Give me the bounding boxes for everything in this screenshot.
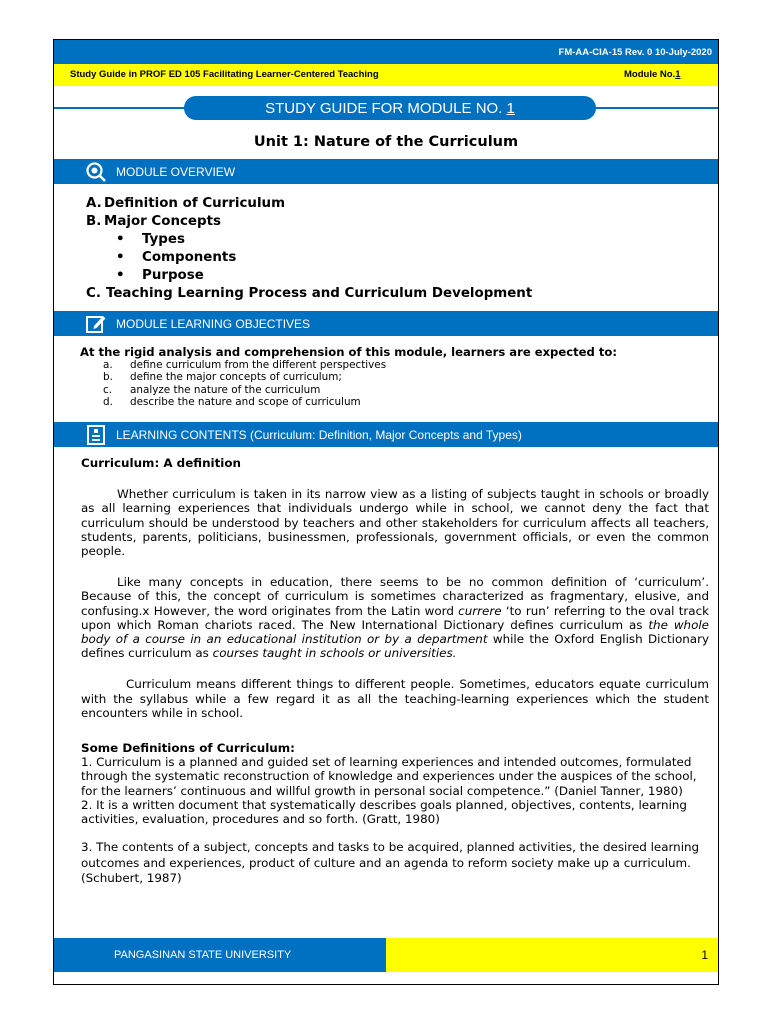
footer-page-bar (386, 938, 718, 972)
paragraph: Like many concepts in education, there seems to be no common definition of ‘curriculum’. Because of this, the concept of curriculum is sometimes characterized as fragmentary, elusive, and confusing.x However, the word originates from the Latin word currere ‘to run’ referring to the oval track upon which Roman chariots raced. The New International Dictionary defines curriculum as the whole body of a course in an educational institution or by a department while the Oxford English Dictionary defines curriculum as courses taught in schools or universities. (81, 575, 709, 661)
document-page (53, 39, 719, 985)
form-code-bar (54, 40, 718, 64)
definition-item: 2. It is a written document that systematically describes goals planned, objectives, contents, learning activities, evaluation, procedures and so forth. (Gratt, 1980) (81, 797, 687, 827)
module-overview-bar (54, 159, 718, 184)
list-item: B. Major Concepts (86, 214, 221, 229)
overview-list (86, 195, 706, 303)
list-item: b. define the major concepts of curriculum; (103, 371, 342, 384)
module-number-label: Module No.1 (624, 69, 681, 80)
paragraph: Whether curriculum is taken in its narrow view as a listing of subjects taught in schools or broadly as all learning experiences that individuals undergo while in school, we cannot deny the fact that curriculum should be understood by teachers and other stakeholders for curriculum affects all teachers, students, parents, politicians, businessmen, professionals, government officials, or even the common people. (81, 487, 709, 559)
study-guide-header (54, 64, 718, 86)
magnifier-icon (78, 159, 114, 184)
definition-item: 1. Curriculum is a planned and guided set of learning experiences and intended outcomes, formulated through the systematic reconstruction of knowledge and experiences under the auspices of the school, for the learners’ continuous and willful growth in personal social competence.” (Daniel Tanner, 1980) (81, 755, 697, 798)
edit-icon (78, 311, 114, 336)
module-title: STUDY GUIDE FOR MODULE NO. 1 (184, 96, 596, 120)
list-item: a. define curriculum from the different perspectives (103, 359, 387, 371)
learning-objectives-heading: MODULE LEARNING OBJECTIVES (116, 316, 311, 331)
list-item: d. describe the nature and scope of curriculum (103, 396, 361, 409)
learning-objectives-bar (54, 311, 718, 336)
course-title: Study Guide in PROF ED 105 Facilitating Learner-Centered Teaching (70, 69, 379, 80)
page-number: 1 (701, 948, 708, 962)
objectives-list (80, 359, 710, 409)
learning-contents-bar (54, 422, 718, 447)
list-item: • Purpose (116, 268, 204, 283)
objectives-intro: At the rigid analysis and comprehension of this module, learners are expected to: (80, 345, 617, 359)
learning-contents-body (81, 456, 709, 887)
definitions-heading: Some Definitions of Curriculum: (81, 741, 295, 756)
list-item: C. Teaching Learning Process and Curriculum Development (86, 286, 533, 301)
list-item: • Components (116, 250, 237, 265)
list-item: • Types (116, 232, 185, 247)
document-icon (78, 422, 114, 447)
section-subheading: Curriculum: A definition (81, 456, 242, 470)
definition-item: 3. The contents of a subject, concepts and tasks to be acquired, planned activities, the desired learning outcomes and experiences, product of culture and an agenda to reform society make up a curriculum. (Schubert, 1987) (81, 840, 700, 886)
learning-contents-heading: LEARNING CONTENTS (Curriculum: Definition, Major Concepts and Types) (116, 427, 522, 442)
form-code: FM-AA-CIA-15 Rev. 0 10-July-2020 (558, 46, 712, 58)
unit-title: Unit 1: Nature of the Curriculum (253, 134, 519, 150)
list-item: c. analyze the nature of the curriculum (103, 383, 321, 396)
footer-university-bar (54, 938, 386, 972)
university-name: PANGASINAN STATE UNIVERSITY (114, 949, 292, 961)
list-item: A. Definition of Curriculum (86, 196, 286, 211)
paragraph: Curriculum means different things to different people. Sometimes, educators equate curriculum with the syllabus while a few regard it as all the teaching-learning experiences which the student encounters while in school. (81, 677, 709, 720)
module-overview-heading: MODULE OVERVIEW (116, 164, 236, 179)
